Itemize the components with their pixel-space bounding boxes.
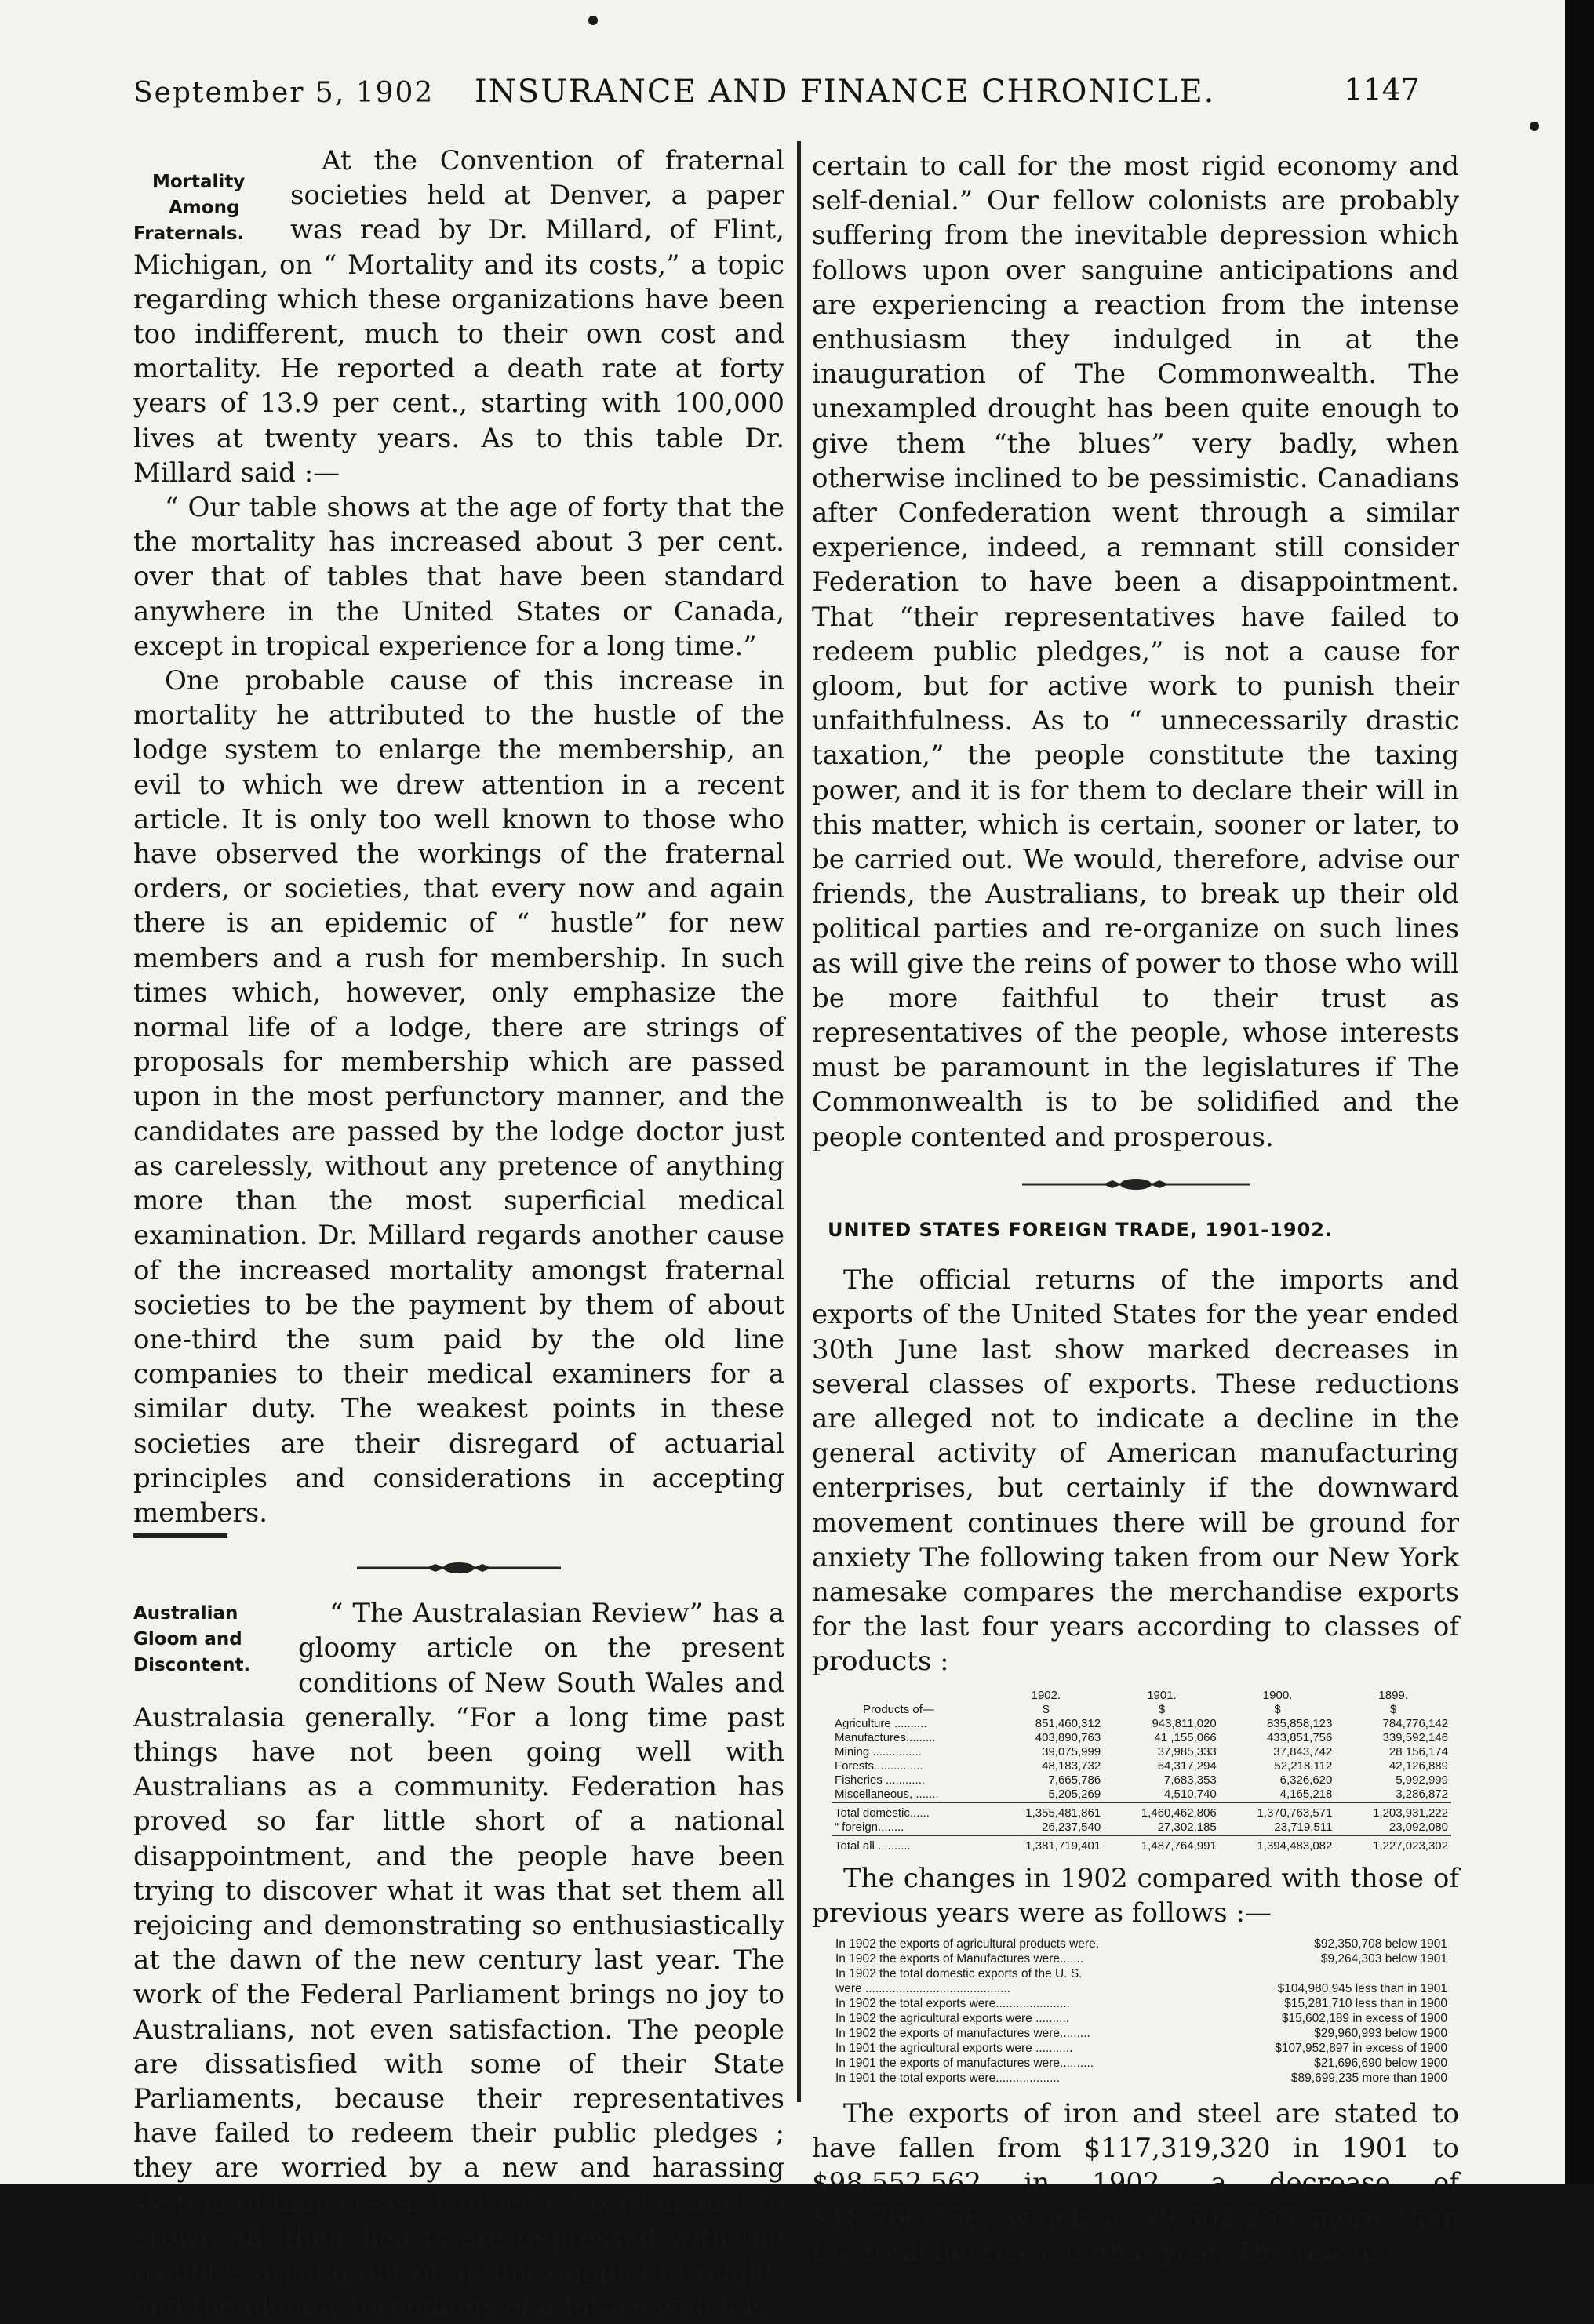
year-header: 1901. bbox=[1147, 1688, 1177, 1702]
table-row-total-all: Total all .......... 1,381,719,401 1,487,764,991 1,394,483,082 1,227,023,302 bbox=[835, 1838, 1448, 1853]
trade-paragraph: The official returns of the imports and exports of the United States for the year ended 30th June last show marked decreases in several classes of exports. These reductions are alleged not to indicate a decline in the general activity of American manufacturing enterprises, but certainly if the downward movement continues there will be ground for anxiety The following taken from our New York namesake compares the merchandise exports for the last four years according to classes of products : bbox=[812, 1264, 1459, 1678]
table-row: Miscellaneous, ....... 5,205,269 4,510,740 4,165,218 3,286,872 bbox=[835, 1787, 1448, 1801]
table-row-total: “ foreign........ 26,237,540 27,302,185 23,719,511 23,092,080 bbox=[835, 1820, 1448, 1834]
page-number: 1147 bbox=[1344, 72, 1420, 107]
table-row: Fisheries ............ 7,665,786 7,683,353 6,326,620 5,992,999 bbox=[835, 1773, 1448, 1787]
running-header bbox=[133, 69, 1420, 116]
change-line: In 1902 the exports of agricultural products were. $92,350,708 below 1901 bbox=[835, 1937, 1447, 1951]
change-line: In 1902 the exports of manufactures were......... $29,960,993 below 1900 bbox=[835, 2026, 1447, 2040]
table-row: Mining ............... 39,075,999 37,985,333 37,843,742 28 156,174 bbox=[835, 1744, 1448, 1758]
currency-row: Products of— $ $ $ $ bbox=[832, 1703, 1451, 1717]
change-line: were ........................................... $104,980,945 less than in 1901 bbox=[835, 1981, 1447, 1995]
australian-paragraph: “ The Australasian Review” has a gloomy article on the present conditions of New South Wales and Australasia generally. “For a long time past things have not been going well with Australians as a community. Federation has proved so far little short of a national disappointment, and the people have been trying to discover what it was that set them all rejoicing and demonstrating so enthusiastically at the dawn of the new century last year. The work of the Federal Parliament brings no joy to Australians, not even satisfaction. The people are dissatisfied with some of their State Parliaments, because their representatives have failed to redeem their public pledges ; they are worried by a new and harassing system of unnecessarily drastic taxation and, to crown all, their hearts are depressed with the troubles arising out of an unexampled drought, and the gloomy forbodings of a future which is bbox=[133, 1598, 784, 2323]
australian-continuation: certain to call for the most rigid economy and self-denial.” Our fellow colonists are probably suffering from the inevitable depression which follows upon over sanguine anticipations and are experiencing a reaction from the intense enthusiasm they indulged in at the inauguration of The Commonwealth. The unexampled drought has been quite enough to give them “the blues” very badly, when otherwise inclined to be pessimistic. Canadians after Confederation went through a similar experience, indeed, a remnant still consider Federation to have been a disappointment. That “their representatives have failed to redeem public pledges,” is not a cause for gloom, but for active work to punish their unfaithfulness. As to “ unnecessarily drastic taxation,” the people constitute the taxing power, and it is for them to declare their will in this matter, which is certain, sooner or later, to be carried out. We would, therefore, advise our friends, the Australians, to break up their old political parties and re-organize on such lines as will give the reins of power to those who will be more faithful to their trust as representatives of the people, whose interests must be paramount in the legislatures if The Commonwealth is to be solidified and the people contented and prosperous. bbox=[812, 151, 1459, 1153]
ink-dot bbox=[1530, 122, 1539, 131]
exports-table bbox=[832, 1689, 1451, 1853]
changes-list bbox=[835, 1937, 1447, 2086]
trade-heading: UNITED STATES FOREIGN TRADE, 1901-1902. bbox=[828, 1218, 1334, 1241]
header-date: September 5, 1902 bbox=[133, 77, 435, 109]
mortality-sidehead: Mortality Among Fraternals. bbox=[133, 172, 246, 244]
mortality-paragraph-3: One probable cause of this increase in mortality he attributed to the hustle of the lodge system to enlarge the membership, an evil to which we drew attention in a recent article. It is only too well known to those who have observed the workings of the fraternal orders, or societies, that every now and again there is an epidemic of “ hustle” for new members and a rush for membership. In such times which, however, only emphasize the normal life of a lodge, there are strings of proposals for membership which are passed upon in the most perfunctory manner, and the candidates are passed by the lodge doctor just as carelessly, without any pretence of anything more than the most superficial medical examination. Dr. Millard regards another cause of the increased mortality amongst fraternal societies to be the payment by them of about one-third the sum paid by the old line companies to their medical examiners for a similar duty. The weakest points in these societies are their disregard of actuarial principles and considerations in accepting members. bbox=[133, 665, 784, 1529]
mortality-quote: “ Our table shows at the age of forty that the the mortality has increased about 3 per cent. over that of tables that have been standard anywhere in the United States or Canada, except in tropical experience for a long time.” bbox=[133, 492, 784, 662]
scan-border bbox=[1565, 0, 1594, 2184]
change-line: In 1901 the total exports were................... $89,699,235 more than 1900 bbox=[835, 2071, 1447, 2085]
change-line: In 1902 the exports of Manufactures were....... $9,264,303 below 1901 bbox=[835, 1951, 1447, 1966]
table-row: Manufactures......... 403,890,763 41 ,155,066 433,851,756 339,592,146 bbox=[835, 1730, 1448, 1744]
ink-dot bbox=[588, 16, 598, 25]
iron-steel-paragraph: The exports of iron and steel are stated to have fallen from $117,319,320 in 1901 to $98,552,562 in 1902, a decrease of $18,766,758, which is $9,502,255 more than the total decrease in that year. The reason bbox=[812, 2097, 1459, 2268]
section-ornament bbox=[812, 1178, 1459, 1191]
mortality-paragraph-1: At the Convention of fraternal societies held at Denver, a paper was read by Dr. Millard, of Flint, Michigan, on “ Mortality and its costs,” a topic regarding which these organizations have been too indifferent, much to their own cost and mortality. He reported a death rate at forty years of 13.9 per cent., starting with 100,000 lives at twenty years. As to this table Dr. Millard said :— bbox=[133, 145, 784, 489]
australian-section bbox=[133, 1596, 784, 2324]
change-line: In 1902 the total domestic exports of the U. S. bbox=[835, 1966, 1083, 1980]
table-totals bbox=[832, 1806, 1451, 1835]
column-divider bbox=[797, 141, 801, 2102]
header-title: INSURANCE AND FINANCE CHRONICLE. bbox=[475, 74, 1216, 110]
table-row-total: Total domestic...... 1,355,481,861 1,460,462,806 1,370,763,571 1,203,931,222 bbox=[835, 1806, 1448, 1820]
section-ornament bbox=[133, 1562, 784, 1574]
right-column bbox=[812, 149, 1459, 2270]
label-header: Products of— bbox=[863, 1702, 934, 1716]
change-line: In 1901 the agricultural exports were ........... $107,952,897 in excess of 1900 bbox=[835, 2041, 1447, 2055]
change-line: In 1902 the total exports were...................... $15,281,710 less than in 1900 bbox=[835, 1996, 1447, 2010]
changes-intro: The changes in 1902 compared with those of previous years were as follows :— bbox=[812, 1862, 1459, 1929]
year-header: 1900. bbox=[1262, 1688, 1293, 1702]
year-header: 1899. bbox=[1378, 1688, 1408, 1702]
table-row: Agriculture .......... 851,460,312 943,811,020 835,858,123 784,776,142 bbox=[835, 1716, 1448, 1730]
left-column bbox=[133, 145, 784, 2324]
australian-sidehead: Australian Gloom and Discontent. bbox=[133, 1603, 251, 1676]
ornament-icon bbox=[357, 1562, 561, 1574]
short-rule bbox=[133, 1533, 227, 1538]
table-header-row bbox=[832, 1689, 1451, 1703]
year-header: 1902. bbox=[1031, 1688, 1061, 1702]
change-line: In 1901 the exports of manufactures were.......... $21,696,690 below 1900 bbox=[835, 2056, 1447, 2070]
table-body bbox=[832, 1717, 1451, 1802]
table-row: Forests............... 48,183,732 54,317,294 52,218,112 42,126,889 bbox=[835, 1758, 1448, 1773]
change-line: In 1902 the agricultural exports were .......... $15,602,189 in excess of 1900 bbox=[835, 2011, 1447, 2025]
ornament-icon bbox=[1022, 1178, 1250, 1191]
